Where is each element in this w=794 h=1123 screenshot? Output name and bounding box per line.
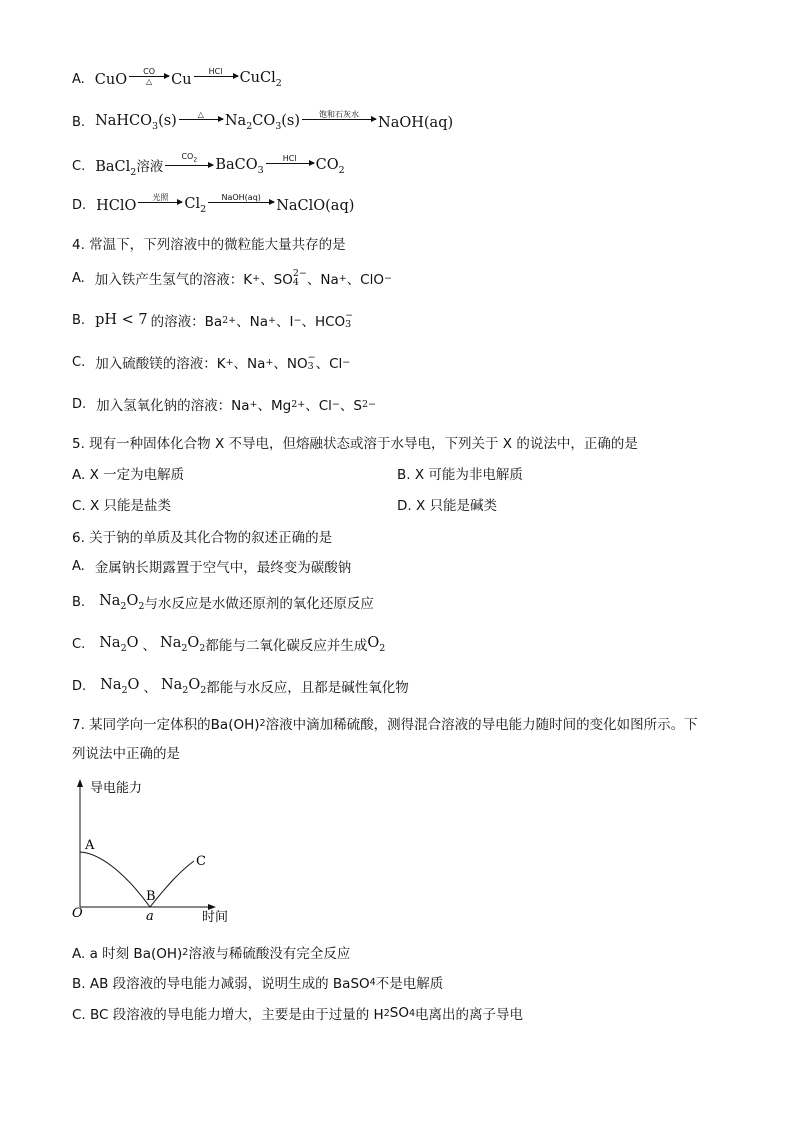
q4-option-d: D. 加入氢氧化钠的溶液：Na + 、Mg 2+ 、Cl − 、S 2− [72,396,376,414]
question-5-stem: 5. 现有一种固体化合物 X 不导电，但熔融状态或溶于水导电，下列关于 X 的说法中，正确的是 [72,436,638,452]
reaction-arrow: NaOH(aq) [208,193,274,212]
q5-option-d: D. X 只能是碱类 [397,498,498,514]
point-b-label: B [146,889,156,904]
point-a-label: A [85,838,95,853]
q6-option-b: B. $Na_2O_2$ 与水反应是水做还原剂的氧化还原反应 [72,592,374,612]
reaction-arrow: 光照 [138,193,182,212]
reaction-arrow: $CO_2$ [165,152,213,175]
q5-option-a: A. X 一定为电解质 [72,467,185,483]
reaction-arrow: 饱和石灰水 [302,110,376,129]
reaction-arrow: HCl [266,154,314,173]
q4-option-b: B. pH < 7 的溶液：Ba 2+ 、Na + 、I − 、HCO − 3 [72,310,354,330]
q6-option-a: A. 金属钠长期露置于空气中，最终变为碳酸钠 [72,558,352,576]
conductivity-graph [68,775,238,925]
question-6-stem: 6. 关于钠的单质及其化合物的叙述正确的是 [72,530,333,546]
curve-ab [80,852,150,907]
y-axis-label: 导电能力 [90,781,143,796]
origin-label: O [72,906,83,921]
q7-option-a: A. a 时刻 Ba(OH) 2 溶液与稀硫酸没有完全反应 [72,946,351,962]
q6-option-d: D. $Na_2O$ 、 $Na_2O_2$ 都能与水反应，且都是碱性氧化物 [72,676,409,696]
x-axis-label: 时间 [202,910,229,925]
curve-bc [150,861,194,907]
q5-option-b: B. X 可能为非电解质 [397,467,523,483]
option-d-reaction: D. HClO 光照 $Cl_2$ NaOH(aq) NaClO(aq) [72,193,355,215]
q4-option-c: C. 加入硫酸镁的溶液：K + 、Na + 、NO − 3 、Cl − [72,352,351,372]
option-label: C. [72,158,86,174]
q4-option-a: A. 加入铁产生氢气的溶液：K + 、SO 2− 4 、Na + 、ClO − [72,268,392,288]
y-axis-arrow [77,779,83,787]
option-b-reaction: B. NaHCO$_3$(s) △ $Na_2CO_3(s)$ 饱和石灰水 NaOH(aq) [72,110,454,132]
question-7-stem-cont: 列说法中正确的是 [72,746,180,762]
q7-option-b: B. AB 段溶液的导电能力减弱，说明生成的 BaSO 4 不是电解质 [72,976,444,992]
option-c-reaction: C. BaCl$_2$溶液 $CO_2$ BaCO$_3$ HCl $CO_2$ [72,152,345,178]
reaction-arrow: CO △ [129,67,169,86]
reaction-arrow: HCl [194,67,238,86]
option-label: B. [72,115,86,130]
q7-option-c: C. BC 段溶液的导电能力增大，主要是由于过量的 H 2 SO 4 电离出的离子导电 [72,1005,523,1023]
question-7-stem: 7. 某同学向一定体积的Ba(OH) 2 溶液中滴加稀硫酸，测得混合溶液的导电能力随时间的变化如图所示。下 [72,717,698,733]
reaction-arrow: △ [179,110,223,129]
option-a-reaction: A. CuO CO △ Cu HCl CuCl$_2$ [72,67,282,89]
question-4-stem: 4. 常温下，下列溶液中的微粒能大量共存的是 [72,237,346,253]
q6-option-c: C. $Na_2O$ 、 $Na_2O_2$ 都能与二氧化碳反应并生成 $O_2$ [72,634,386,654]
option-label: D. [72,198,87,213]
q5-option-c: C. X 只能是盐类 [72,498,172,514]
option-label: A. [72,72,85,87]
time-a-label: a [146,909,154,924]
point-c-label: C [196,854,206,869]
